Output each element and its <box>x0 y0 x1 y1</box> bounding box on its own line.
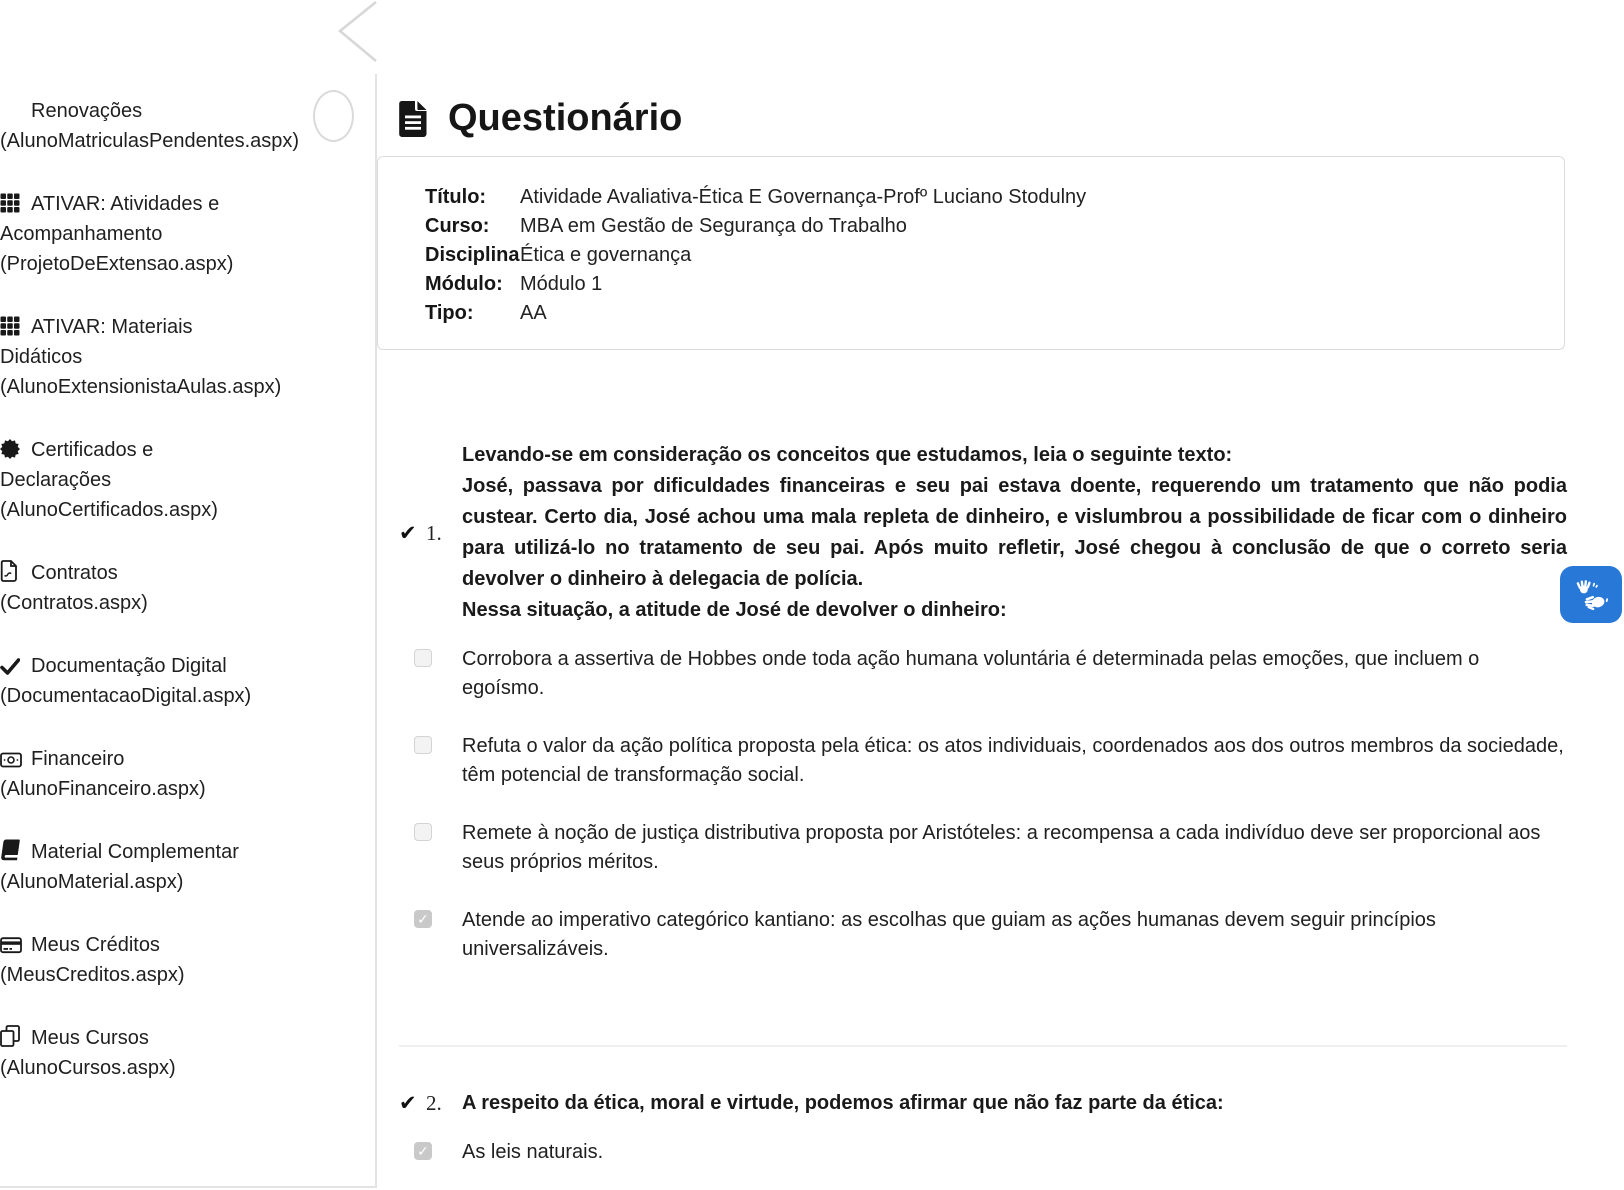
question-answered-check-icon: ✔ <box>399 521 417 545</box>
sidebar-bottom-border <box>0 1186 377 1188</box>
question-block <box>399 1045 1567 1167</box>
question-number: 2. <box>426 1091 442 1115</box>
answer-option-text: As leis naturais. <box>462 1141 604 1163</box>
info-value: AA <box>520 302 547 324</box>
info-value: MBA em Gestão de Segurança do Trabalho <box>520 215 907 237</box>
sidebar-item-contratos[interactable]: Contratos (Contratos.aspx) <box>0 558 260 618</box>
question-options <box>399 1138 1567 1167</box>
question-number: 1. <box>426 520 442 545</box>
money-bill-icon <box>0 744 31 774</box>
quiz-info-rows <box>425 183 1544 328</box>
credit-card-icon <box>0 930 31 960</box>
answer-checkbox[interactable] <box>414 823 432 841</box>
check-icon <box>0 651 31 681</box>
quiz-info-row <box>425 270 1544 299</box>
info-label: Disciplina <box>425 244 520 266</box>
sidebar-item-documentacao-digital[interactable]: Documentação Digital (DocumentacaoDigital.aspx) <box>0 651 260 711</box>
answer-option-text: Corrobora a assertiva de Hobbes onde toda ação humana voluntária é determinada pelas emoções, que incluem o egoísmo. <box>462 648 1480 699</box>
answer-option-text: Atende ao imperativo categórico kantiano: as escolhas que guiam as ações humanas devem seguir princípios universalizáveis. <box>462 909 1436 960</box>
certificate-icon <box>0 435 31 465</box>
sidebar-item-ativar-materiais[interactable]: ATIVAR: Materiais Didáticos (AlunoExtensionistaAulas.aspx) <box>0 312 260 402</box>
quiz-info-row <box>425 183 1544 212</box>
grid-icon <box>0 312 31 342</box>
questions-list <box>399 440 1567 1167</box>
grid-icon <box>0 189 31 219</box>
sidebar-item-material-complementar[interactable]: Material Complementar (AlunoMaterial.aspx) <box>0 837 260 897</box>
question-statement: Levando-se em consideração os conceitos que estudamos, leia o seguinte texto: José, passava por dificuldades financeiras e seu pai estava doente, requerendo um tratamento que não podia custear. Certo dia, José achou uma mala repleta de dinheiro, e vislumbrou a possibilidade de ficar com o dinheiro para utilizá-lo no tratamento de seu pai. Após muito refletir, José chegou à conclusão de que o correto seria devolver o dinheiro à delegacia de polícia. Nessa situação, a atitude de José de devolver o dinheiro: <box>462 444 1567 621</box>
sidebar-items <box>0 96 300 1083</box>
info-label: Título: <box>425 186 487 208</box>
answer-option[interactable] <box>414 1138 1567 1167</box>
quiz-info-box <box>377 156 1565 350</box>
info-label: Tipo: <box>425 302 474 324</box>
question-answered-check-icon: ✔ <box>399 1092 417 1115</box>
sidebar-item-financeiro[interactable]: Financeiro (AlunoFinanceiro.aspx) <box>0 744 260 804</box>
copy-icon <box>0 1023 31 1053</box>
file-pdf-icon <box>0 558 31 588</box>
main-content <box>377 0 1624 1167</box>
sidebar-item-meus-creditos[interactable]: Meus Créditos (MeusCreditos.aspx) <box>0 930 260 990</box>
answer-option[interactable] <box>414 645 1567 703</box>
answer-checkbox[interactable] <box>414 910 432 928</box>
answer-option-text: Remete à noção de justiça distributiva proposta por Aristóteles: a recompensa a cada indivíduo deve ser proporcional aos seus próprios méritos. <box>462 822 1541 873</box>
sidebar-item-ativar-atividades[interactable]: ATIVAR: Atividades e Acompanhamento (ProjetoDeExtensao.aspx) <box>0 189 260 279</box>
question-block <box>399 440 1567 964</box>
question-statement: A respeito da ética, moral e virtude, podemos afirmar que não faz parte da ética: <box>462 1092 1224 1114</box>
quiz-info-row <box>425 299 1544 328</box>
page-header <box>399 97 1624 140</box>
answer-option-text: Refuta o valor da ação política proposta pela ética: os atos individuais, coordenados aos dos outros membros da sociedade, têm potencial de transformação social. <box>462 735 1564 786</box>
quiz-info-row <box>425 241 1544 270</box>
info-label: Curso: <box>425 215 490 237</box>
sidebar-item-certificados[interactable]: Certificados e Declarações (AlunoCertificados.aspx) <box>0 435 260 525</box>
renovacoes-image-placeholder <box>313 90 354 142</box>
sign-language-hands-icon <box>1572 576 1610 614</box>
questionnaire-document-icon <box>399 101 427 137</box>
info-value: Atividade Avaliativa-Ética E Governança-Profº Luciano Stodulny <box>520 186 1087 208</box>
quiz-info-row <box>425 212 1544 241</box>
answer-option[interactable] <box>414 732 1567 790</box>
sidebar-collapse-chevron-icon[interactable] <box>330 0 380 64</box>
vlibras-accessibility-button[interactable] <box>1560 566 1622 623</box>
page-title: Questionário <box>448 97 683 139</box>
answer-checkbox[interactable] <box>414 649 432 667</box>
info-value: Ética e governança <box>520 244 692 266</box>
sidebar <box>0 96 300 1116</box>
info-value: Módulo 1 <box>520 273 603 295</box>
sidebar-item-meus-cursos[interactable]: Meus Cursos (AlunoCursos.aspx) <box>0 1023 260 1083</box>
answer-option[interactable] <box>414 819 1567 877</box>
answer-option[interactable] <box>414 906 1567 964</box>
sidebar-item-renovacoes[interactable]: Renovações (AlunoMatriculasPendentes.aspx) <box>0 100 300 152</box>
question-options <box>399 645 1567 964</box>
answer-checkbox[interactable] <box>414 1142 432 1160</box>
info-label: Módulo: <box>425 273 503 295</box>
book-icon <box>0 837 31 867</box>
answer-checkbox[interactable] <box>414 736 432 754</box>
